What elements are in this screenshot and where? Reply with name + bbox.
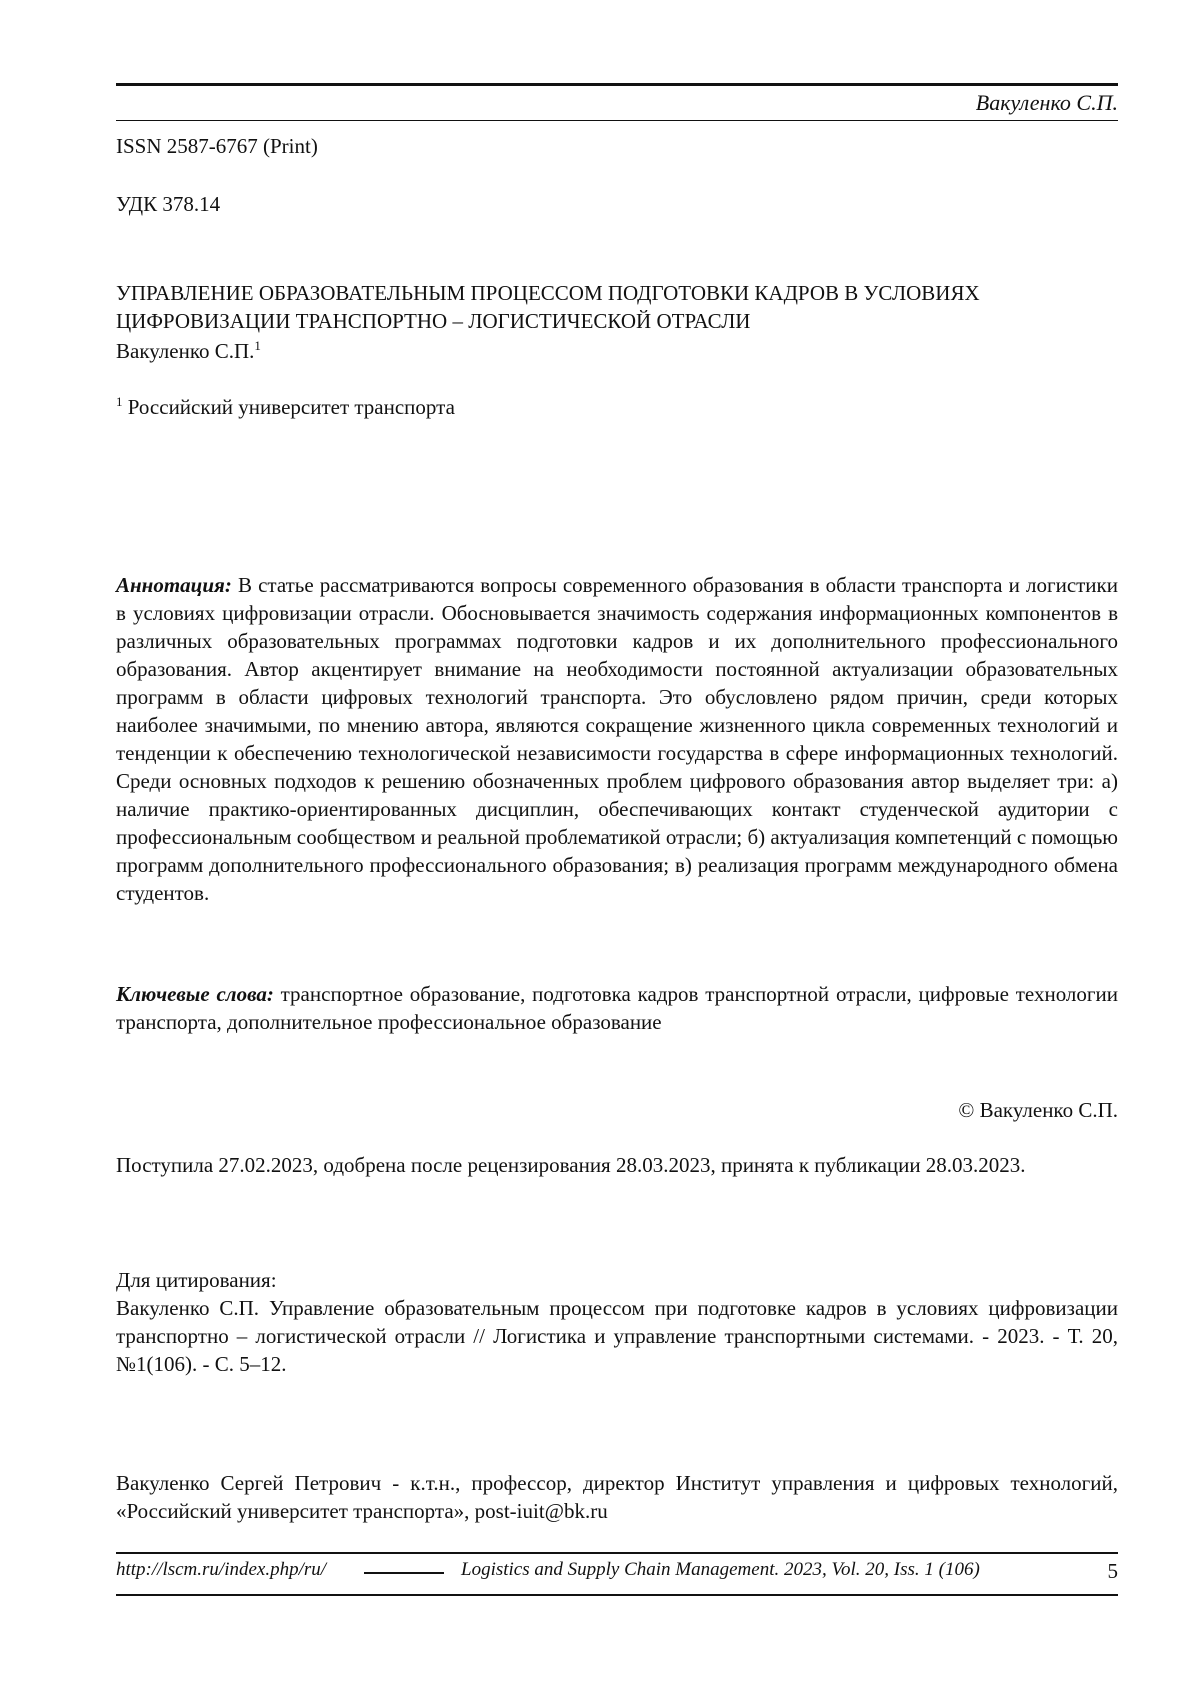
page-number: 5: [1107, 1559, 1118, 1583]
keywords-label: Ключевые слова:: [116, 982, 274, 1006]
footer-url[interactable]: http://lscm.ru/index.php/ru/: [116, 1559, 327, 1580]
citation-text: Вакуленко С.П. Управление образовательным процессом при подготовке кадров в условиях цифровизации транспортно – логистической отрасли // Логистика и управление транспортными системами. - 2023. - Т. 20, №1(106). - С. 5–12.: [116, 1296, 1118, 1376]
copyright: © Вакуленко С.П.: [958, 1098, 1118, 1122]
footer-rule-top: [116, 1552, 1118, 1554]
title-line-2: ЦИФРОВИЗАЦИИ ТРАНСПОРТНО – ЛОГИСТИЧЕСКОЙ ОТРАСЛИ: [116, 309, 751, 333]
affiliation-text: Российский университет транспорта: [127, 395, 455, 419]
issn: ISSN 2587-6767 (Print): [116, 134, 318, 158]
author-info: Вакуленко Сергей Петрович - к.т.н., профессор, директор Институт управления и цифровых технологий, «Российский университет транспорта», post-iuit@bk.ru: [116, 1471, 1118, 1523]
header-rule: [116, 83, 1118, 86]
keywords: [116, 980, 1118, 1036]
keywords-text: транспортное образование, подготовка кадров транспортной отрасли, цифровые технологии транспорта, дополнительное профессиональное образование: [116, 982, 1118, 1034]
affiliation: [116, 393, 1118, 421]
citation-label: Для цитирования:: [116, 1268, 277, 1292]
article-title: [116, 279, 1118, 335]
footer-dash: [364, 1572, 444, 1574]
running-author: Вакуленко С.П.: [975, 90, 1118, 115]
title-line-1: УПРАВЛЕНИЕ ОБРАЗОВАТЕЛЬНЫМ ПРОЦЕССОМ ПОДГОТОВКИ КАДРОВ В УСЛОВИЯХ: [116, 281, 980, 305]
author-name: Вакуленко С.П.: [116, 339, 255, 363]
abstract-label: Аннотация:: [116, 573, 232, 597]
footer: [116, 1559, 1118, 1587]
header-rule-thin: [116, 120, 1118, 121]
author-line: [116, 337, 1118, 365]
abstract-text: В статье рассматриваются вопросы современного образования в области транспорта и логистики в условиях цифровизации отрасли. Обосновывается значимость содержания информационных компонентов в различных образовательных программах подготовки кадров и их дополнительного профессионального образования. Автор акцентирует внимание на необходимости постоянной актуализации образовательных программ в области цифровых технологий транспорта. Это обусловлено рядом причин, среди которых наиболее значимыми, по мнению автора, являются сокращение жизненного цикла современных технологий и тенденции к обеспечению технологической независимости государства в сфере информационных технологий. Среди основных подходов к решению обозначенных проблем цифрового образования автор выделяет три: а) наличие практико-ориентированных дисциплин, обеспечивающих контакт студенческой аудитории с профессиональным сообществом и реальной проблематикой отрасли; б) актуализация компетенций с помощью программ дополнительного профессионального образования; в) реализация программ международного обмена студентов.: [116, 573, 1118, 905]
footer-journal: Logistics and Supply Chain Management. 2023, Vol. 20, Iss. 1 (106): [461, 1559, 980, 1580]
received-dates: Поступила 27.02.2023, одобрена после рецензирования 28.03.2023, принята к публикации 28.03.2023.: [116, 1153, 1026, 1177]
author-sup: 1: [254, 338, 261, 353]
affiliation-sup: 1: [116, 394, 123, 409]
abstract: [116, 571, 1118, 907]
footer-rule-bottom: [116, 1594, 1118, 1596]
udk: УДК 378.14: [116, 192, 221, 216]
